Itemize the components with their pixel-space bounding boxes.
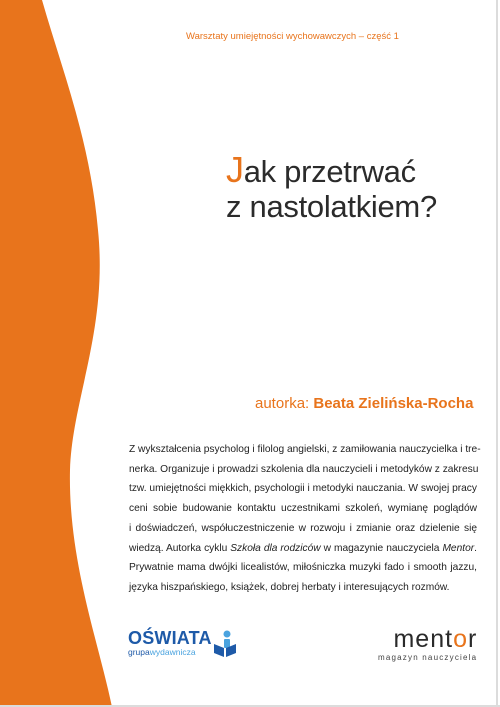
- series-title: Warsztaty umiejętności wychowawczych – część 1: [186, 31, 399, 42]
- title-line-1: [226, 149, 437, 190]
- mentor-name-part: ment: [393, 625, 454, 653]
- bio-line: Prywatnie mama dwójki licealistów, miłośniczka muzyki fado i smooth jazzu,: [129, 562, 477, 574]
- author-line: [255, 395, 473, 412]
- bio-italic-magazine: Mentor: [442, 542, 475, 554]
- bio-text: .: [474, 542, 477, 554]
- bio-italic-series: Szkoła dla rodziców: [230, 542, 321, 554]
- bio-line: [129, 539, 477, 559]
- mentor-logo: [378, 625, 477, 662]
- book-reader-icon: [213, 630, 237, 658]
- title-drop-letter: J: [226, 149, 244, 190]
- orange-wave-band: [0, 0, 140, 707]
- title-line-2: z nastolatkiem?: [226, 189, 437, 224]
- bio-line: i doświadczeń, współuczestniczenie w rozwoju i zmianie oraz dzielenie się: [129, 522, 477, 534]
- oswiata-sub-light: wydawnicza: [149, 647, 196, 657]
- mentor-logo-sub: magazyn nauczyciela: [378, 653, 478, 662]
- bio-line: Z wykształcenia psycholog i filolog angielski, z zamiłowania nauczycielka i tre-: [129, 444, 481, 455]
- page-edge-right: [496, 0, 498, 707]
- oswiata-logo: [128, 628, 212, 657]
- mentor-name-part: r: [467, 625, 478, 653]
- bio-text: w magazynie nauczyciela: [320, 542, 443, 554]
- bio-line: nerka. Organizuje i prowadzi szkolenia dla nauczycieli i metodyków z zakresu: [129, 463, 479, 475]
- page-title: [226, 149, 437, 224]
- mentor-name-o: o: [453, 625, 468, 653]
- mentor-logo-name: [378, 625, 477, 653]
- bio-line: ceni sobie budowanie kontaktu uczestnikami szkoleń, wymianę poglądów: [129, 503, 477, 515]
- author-bio: [129, 440, 481, 598]
- author-label: autorka:: [255, 395, 310, 412]
- author-name: Beata Zielińska-Rocha: [313, 395, 474, 412]
- oswiata-logo-name: OŚWIATA: [128, 628, 212, 648]
- bio-text: wiedzą. Autorka cyklu: [129, 542, 231, 554]
- bio-line: tzw. umiejętności miękkich, psychologii i metodyki nauczania. W swojej pracy: [129, 483, 477, 495]
- title-line-1-text: ak przetrwać: [243, 154, 416, 189]
- oswiata-sub-dark: grupa: [128, 647, 150, 657]
- bio-line: języka hiszpańskiego, książek, dobrej herbaty i interesujących rozmów.: [129, 581, 450, 593]
